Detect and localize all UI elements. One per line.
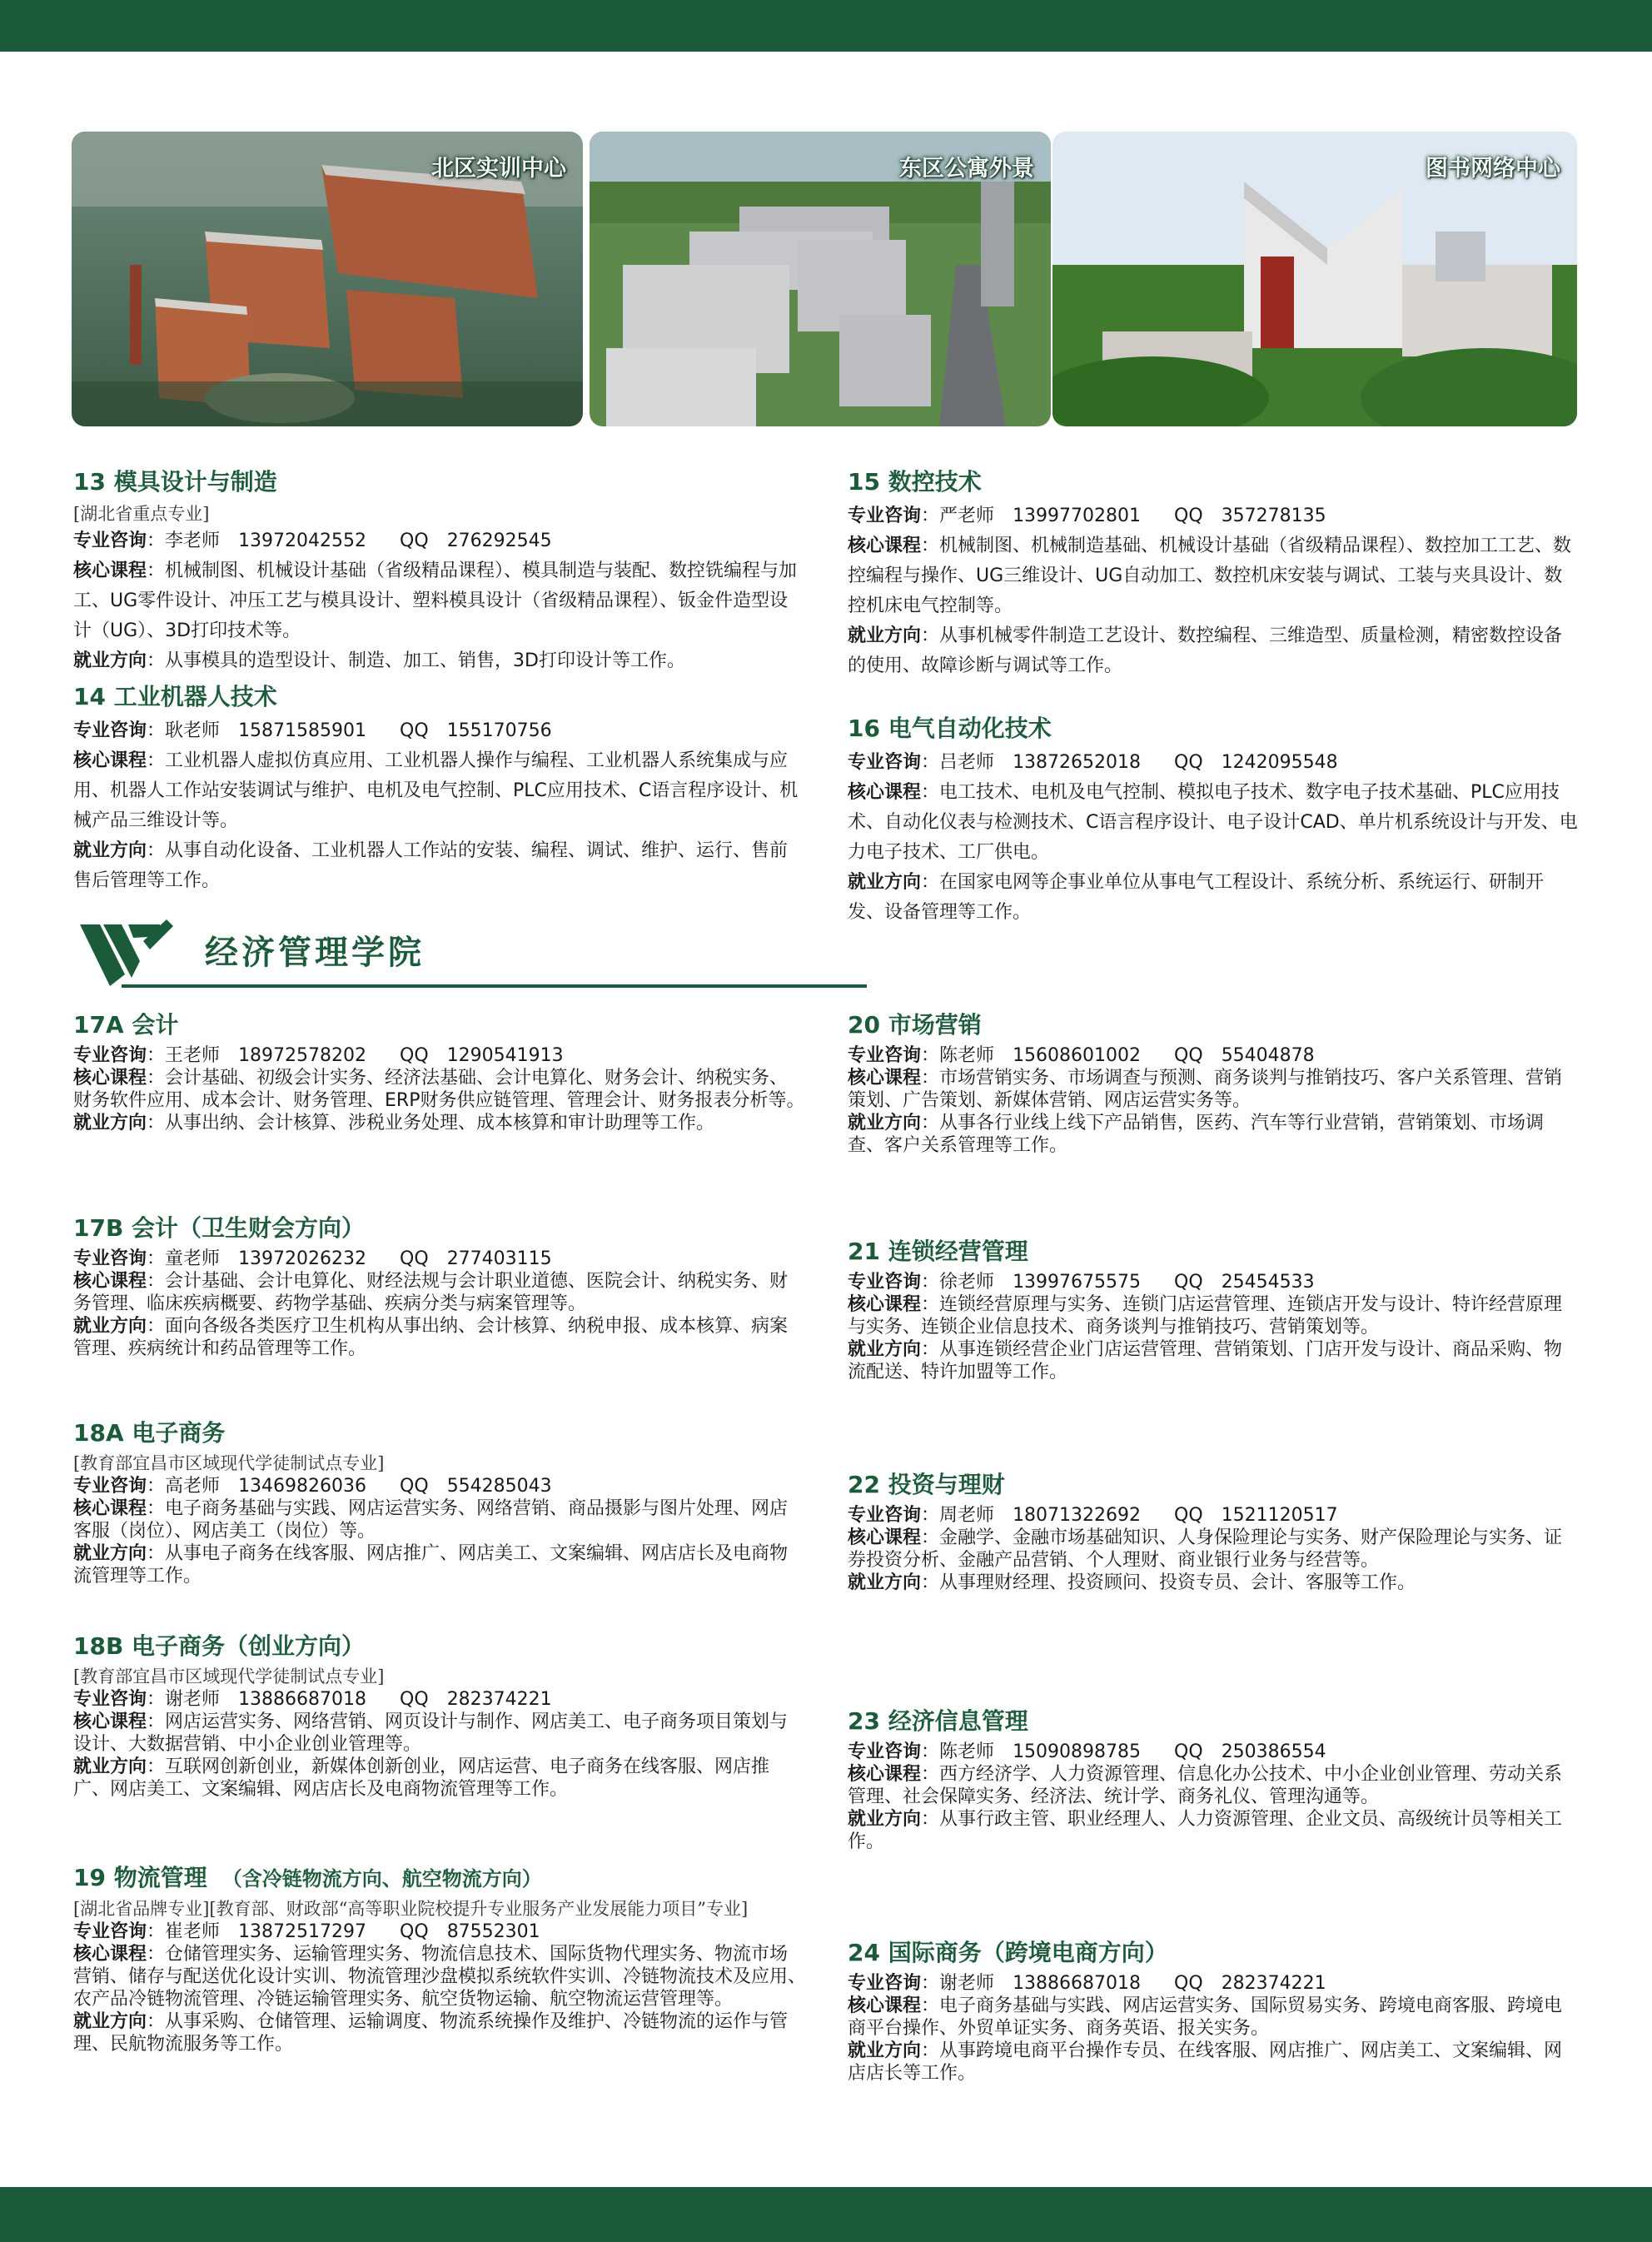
program-21: [848, 1236, 1580, 1383]
core-courses: 核心课程：网店运营实务、网络营销、网页设计与制作、网店美工、电子商务项目策划与设计、大数据营销、中小企业创业管理等。: [73, 1711, 789, 1755]
consult-line: 专业咨询：严老师 13997702801 QQ 357278135: [848, 506, 1326, 526]
career-direction: 就业方向：从事连锁经营企业门店运营管理、营销策划、门店开发与设计、商品采购、物流配送、特许加盟等工作。: [848, 1339, 1563, 1383]
consult-line: 专业咨询：耿老师 15871585901 QQ 155170756: [73, 720, 552, 741]
program-17b: [73, 1213, 806, 1360]
core-courses: 核心课程：机械制图、机械设计基础（省级精品课程）、模具制造与装配、数控铣编程与加工、UG零件设计、冲压工艺与模具设计、塑料模具设计（省级精品课程）、钣金件造型设计（UG）、3D打印技术等。: [73, 560, 798, 641]
career-direction: 就业方向：面向各级各类医疗卫生机构从事出纳、会计核算、纳税申报、成本核算、病案管理、疾病统计和药品管理等工作。: [73, 1316, 789, 1359]
core-courses: 核心课程：连锁经营原理与实务、连锁门店运营管理、连锁店开发与设计、特许经营原理与实务、连锁企业信息技术、商务谈判与推销技巧、营销策划等。: [848, 1294, 1563, 1338]
consult-line: 专业咨询：陈老师 15608601002 QQ 55404878: [848, 1045, 1315, 1066]
consult-line: 专业咨询：徐老师 13997675575 QQ 25454533: [848, 1272, 1315, 1293]
consult-line: 专业咨询：王老师 18972578202 QQ 1290541913: [73, 1045, 564, 1066]
program-18a: [73, 1417, 806, 1587]
photo-library-network-center: [1052, 132, 1577, 426]
career-direction: 就业方向：从事各行业线上线下产品销售，医药、汽车等行业营销，营销策划、市场调查、客户关系管理等工作。: [848, 1113, 1545, 1156]
consult-line: 专业咨询：吕老师 13872652018 QQ 1242095548: [848, 752, 1338, 773]
program-title: 15 数控技术: [848, 468, 982, 496]
photo-caption: 图书网络中心: [1426, 156, 1560, 182]
program-title: 20 市场营销: [848, 1011, 982, 1039]
career-direction: 就业方向：从事机械零件制造工艺设计、数控编程、三维造型、质量检测，精密数控设备的使用、故障诊断与调试等工作。: [848, 625, 1563, 676]
program-title: 19 物流管理 （含冷链物流方向、航空物流方向）: [73, 1864, 542, 1891]
program-title: 14 工业机器人技术: [73, 683, 277, 710]
program-13: [73, 466, 806, 676]
program-title: 23 经济信息管理: [848, 1707, 1028, 1735]
core-courses: 核心课程：工业机器人虚拟仿真应用、工业机器人操作与编程、工业机器人系统集成与应用、机器人工作站安装调试与维护、电机及电气控制、PLC应用技术、C语言程序设计、机械产品三维设计等。: [73, 750, 799, 831]
program-title: 21 连锁经营管理: [848, 1238, 1028, 1265]
core-courses: 核心课程：机械制图、机械制造基础、机械设计基础（省级精品课程）、数控加工工艺、数控编程与操作、UG三维设计、UG自动加工、数控机床安装与调试、工装与夹具设计、数控机床电气控制等。: [848, 536, 1572, 616]
program-22: [848, 1469, 1580, 1594]
program-title: 17A 会计: [73, 1011, 179, 1039]
career-direction: 就业方向：从事跨境电商平台操作专员、在线客服、网店推广、网店美工、文案编辑、网店店长等工作。: [848, 2040, 1563, 2084]
program-14: [73, 681, 806, 896]
program-title: 16 电气自动化技术: [848, 715, 1052, 742]
consult-line: 专业咨询：谢老师 13886687018 QQ 282374221: [73, 1689, 552, 1710]
program-18b: [73, 1631, 806, 1801]
photo-caption: 北区实训中心: [431, 156, 566, 182]
photo-caption: 东区公寓外景: [899, 156, 1034, 182]
consult-line: 专业咨询：童老师 13972026232 QQ 277403115: [73, 1248, 552, 1269]
program-24: [848, 1937, 1580, 2085]
department-logo-icon: [73, 908, 206, 991]
career-direction: 就业方向：从事自动化设备、工业机器人工作站的安装、编程、调试、维护、运行、售前售后管理等工作。: [73, 840, 789, 891]
program-title: 13 模具设计与制造: [73, 468, 277, 496]
career-direction: 就业方向：从事出纳、会计核算、涉税业务处理、成本核算和审计助理等工作。: [73, 1113, 715, 1133]
photo-north-training-center: [72, 132, 583, 426]
department-heading: [73, 908, 798, 999]
program-note: [湖北省重点专业]: [73, 504, 210, 524]
consult-line: 专业咨询：谢老师 13886687018 QQ 282374221: [848, 1973, 1326, 1994]
department-name: 经济管理学院: [205, 934, 425, 972]
career-direction: 就业方向：从事理财经理、投资顾问、投资专员、会计、客服等工作。: [848, 1572, 1416, 1593]
career-direction: 就业方向：互联网创新创业，新媒体创新创业，网店运营、电子商务在线客服、网店推广、网店美工、文案编辑、网店店长及电商物流管理等工作。: [73, 1756, 770, 1800]
program-16: [848, 713, 1580, 928]
consult-line: 专业咨询：陈老师 15090898785 QQ 250386554: [848, 1741, 1326, 1762]
core-courses: 核心课程：仓储管理实务、运输管理实务、物流信息技术、国际货物代理实务、物流市场营销、储存与配送优化设计实训、物流管理沙盘模拟系统软件实训、冷链物流技术及应用、农产品冷链物流管理、冷链运输管理实务、航空货物运输、航空物流运营管理等。: [73, 1944, 807, 2010]
career-direction: 就业方向：从事行政主管、职业经理人、人力资源管理、企业文员、高级统计员等相关工作。: [848, 1809, 1563, 1852]
core-courses: 核心课程：电子商务基础与实践、网店运营实务、网络营销、商品摄影与图片处理、网店客服（岗位）、网店美工（岗位）等。: [73, 1498, 789, 1542]
career-direction: 就业方向：从事采购、仓储管理、运输调度、物流系统操作及维护、冷链物流的运作与管理、民航物流服务等工作。: [73, 2011, 789, 2055]
program-17a: [73, 1009, 806, 1134]
program-23: [848, 1706, 1580, 1853]
program-15: [848, 466, 1580, 681]
program-title: 18B 电子商务（创业方向）: [73, 1632, 366, 1660]
bottom-band: [0, 2187, 1652, 2242]
core-courses: 核心课程：会计基础、会计电算化、财经法规与会计职业道德、医院会计、纳税实务、财务管理、临床疾病概要、药物学基础、疾病分类与病案管理等。: [73, 1271, 789, 1314]
core-courses: 核心课程：西方经济学、人力资源管理、信息化办公技术、中小企业创业管理、劳动关系管理、社会保障实务、经济法、统计学、商务礼仪、管理沟通等。: [848, 1764, 1563, 1807]
program-note: [湖北省品牌专业][教育部、财政部“高等职业院校提升专业服务产业发展能力项目”专业]: [73, 1899, 749, 1919]
program-note: [教育部宜昌市区域现代学徒制试点专业]: [73, 1453, 385, 1473]
career-direction: 就业方向：从事模具的造型设计、制造、加工、销售，3D打印设计等工作。: [73, 650, 685, 671]
career-direction: 就业方向：从事电子商务在线客服、网店推广、网店美工、文案编辑、网店店长及电商物流管理等工作。: [73, 1543, 789, 1587]
core-courses: 核心课程：金融学、金融市场基础知识、人身保险理论与实务、财产保险理论与实务、证券投资分析、金融产品营销、个人理财、商业银行业务与经营等。: [848, 1527, 1563, 1571]
program-20: [848, 1009, 1580, 1157]
program-title: 24 国际商务（跨境电商方向）: [848, 1939, 1168, 1966]
core-courses: 核心课程：会计基础、初级会计实务、经济法基础、会计电算化、财务会计、纳税实务、财务软件应用、成本会计、财务管理、ERP财务供应链管理、管理会计、财务报表分析等。: [73, 1068, 805, 1111]
program-title: 22 投资与理财: [848, 1471, 1005, 1498]
program-title: 18A 电子商务: [73, 1419, 226, 1447]
program-19: [73, 1862, 806, 2055]
career-direction: 就业方向：在国家电网等企事业单位从事电气工程设计、系统分析、系统运行、研制开发、设备管理等工作。: [848, 872, 1545, 923]
consult-line: 专业咨询：崔老师 13872517297 QQ 87552301: [73, 1921, 540, 1942]
consult-line: 专业咨询：高老师 13469826036 QQ 554285043: [73, 1476, 552, 1497]
program-note: [教育部宜昌市区域现代学徒制试点专业]: [73, 1667, 385, 1686]
core-courses: 核心课程：电子商务基础与实践、网店运营实务、国际贸易实务、跨境电商客服、跨境电商平台操作、外贸单证实务、商务英语、报关实务。: [848, 1995, 1563, 2039]
consult-line: 专业咨询：周老师 18071322692 QQ 1521120517: [848, 1505, 1338, 1526]
top-band: [0, 0, 1652, 52]
program-subtitle: （含冷链物流方向、航空物流方向）: [221, 1867, 542, 1891]
core-courses: 核心课程：电工技术、电机及电气控制、模拟电子技术、数字电子技术基础、PLC应用技术、自动化仪表与检测技术、C语言程序设计、电子设计CAD、单片机系统设计与开发、电力电子技术、工厂供电。: [848, 782, 1578, 863]
core-courses: 核心课程：市场营销实务、市场调查与预测、商务谈判与推销技巧、客户关系管理、营销策划、广告策划、新媒体营销、网店运营实务等。: [848, 1068, 1563, 1111]
program-title: 17B 会计（卫生财会方向）: [73, 1214, 366, 1242]
heading-underline: [122, 984, 867, 988]
photo-east-apartments: [590, 132, 1051, 426]
consult-line: 专业咨询：李老师 13972042552 QQ 276292545: [73, 531, 552, 551]
